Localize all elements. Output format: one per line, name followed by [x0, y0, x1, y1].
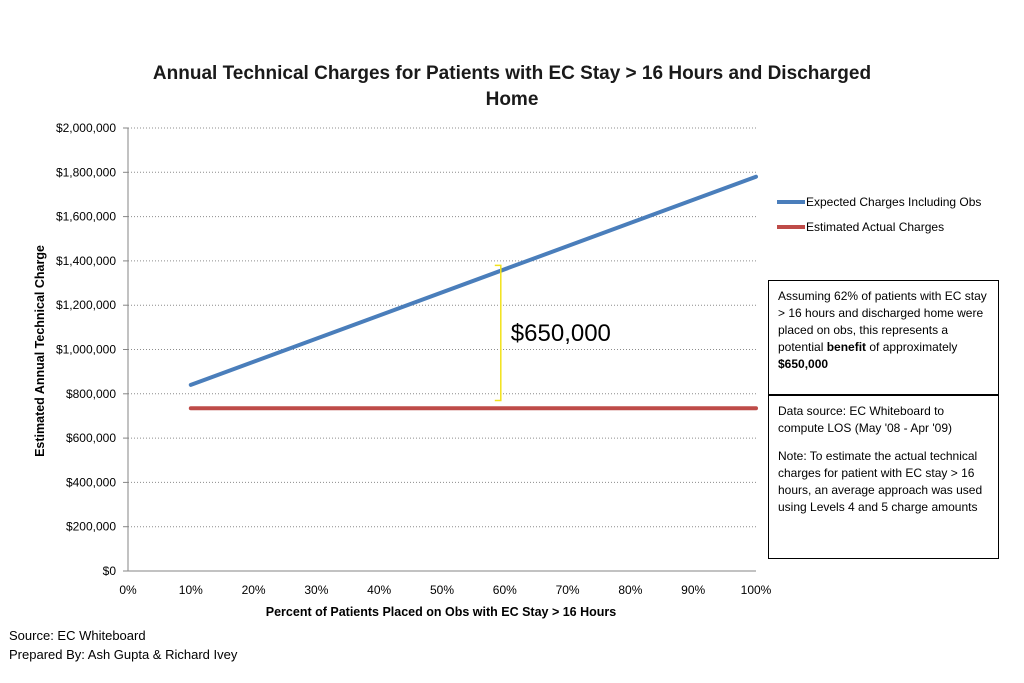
benefit-note-mid: of approximately [866, 340, 958, 354]
footer-source: Source: EC Whiteboard [9, 628, 146, 643]
y-axis-title: Estimated Annual Technical Charge [33, 245, 47, 457]
data-source-note-box [768, 395, 999, 559]
legend-label: Expected Charges Including Obs [806, 195, 982, 209]
y-tick-label: $1,800,000 [55, 165, 116, 180]
difference-bracket [495, 265, 501, 400]
footer-prepared-by: Prepared By: Ash Gupta & Richard Ivey [9, 647, 238, 662]
chart-title-line-2: Home [485, 89, 539, 110]
x-tick-label: 50% [429, 583, 455, 597]
x-axis-title: Percent of Patients Placed on Obs with EC Stay > 16 Hours [265, 605, 617, 619]
axes [123, 128, 756, 571]
x-tick-label: 80% [618, 583, 643, 597]
benefit-note-text [778, 288, 989, 373]
x-tick-label: 60% [492, 583, 517, 597]
y-tick-label: $1,600,000 [55, 209, 116, 224]
x-tick-label: 30% [304, 583, 329, 597]
legend [777, 195, 981, 234]
y-tick-label: $2,000,000 [55, 121, 116, 135]
x-tick-label: 70% [555, 583, 580, 597]
x-tick-label: 90% [681, 583, 706, 597]
difference-label: $650,000 [510, 319, 611, 347]
chart-title-line-1: Annual Technical Charges for Patients with EC Stay > 16 Hours and Discharged [152, 63, 872, 84]
benefit-note-pre: Assuming 62% of patients with EC stay > 16 hours and discharged home were placed on obs, this represents a potential [778, 289, 987, 354]
benefit-note-box [768, 280, 999, 395]
x-tick-label: 10% [178, 583, 203, 597]
y-tick-label: $0 [102, 564, 116, 578]
series-lines [191, 177, 756, 409]
y-tick-label: $1,400,000 [55, 253, 116, 268]
y-tick-label: $200,000 [65, 519, 116, 534]
data-source-text: Data source: EC Whiteboard to compute LOS (May '08 - Apr '09) [778, 404, 952, 435]
y-tick-label: $1,200,000 [55, 298, 116, 313]
benefit-note-bold-benefit: benefit [826, 340, 867, 354]
x-tick-label: 0% [119, 583, 137, 597]
difference-annotation [495, 265, 611, 400]
y-tick-label: $400,000 [65, 475, 116, 490]
y-tick-labels [56, 121, 116, 578]
x-tick-label: 40% [367, 583, 392, 597]
y-tick-label: $1,000,000 [55, 342, 116, 357]
y-tick-label: $800,000 [65, 386, 116, 401]
x-tick-labels [119, 583, 771, 597]
legend-label: Estimated Actual Charges [806, 220, 945, 234]
benefit-note-bold-amount: $650,000 [778, 357, 829, 371]
gridlines [128, 128, 756, 527]
methodology-note-text: Note: To estimate the actual technical charges for patient with EC stay > 16 hours, an average approach was used using Levels 4 and 5 charge amounts [778, 449, 983, 514]
series-line-expected-charges [191, 177, 756, 385]
y-tick-label: $600,000 [65, 431, 116, 446]
x-tick-label: 20% [241, 583, 266, 597]
x-tick-label: 100% [740, 583, 772, 597]
